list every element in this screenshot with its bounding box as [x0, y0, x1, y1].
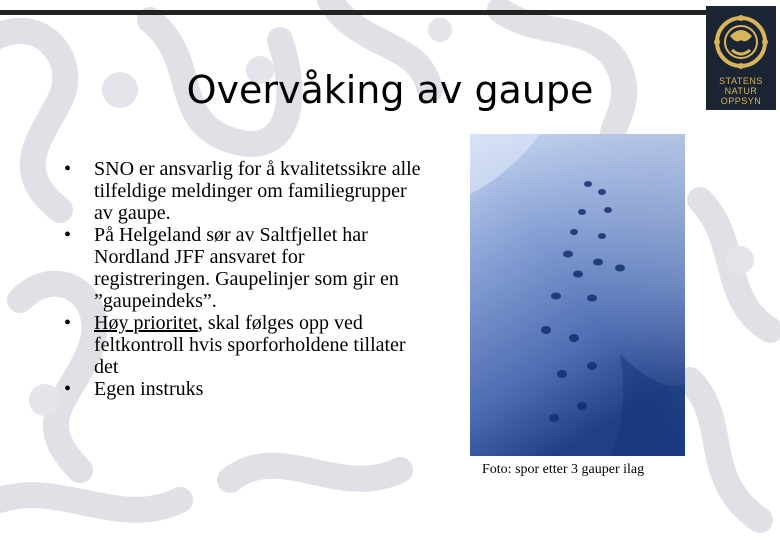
bullet-item-2 — [62, 224, 422, 312]
bullet-text: , skal følges opp ved feltkontroll hvis sporforholdene tillater det — [94, 312, 406, 378]
logo-line-1: STATENS — [719, 76, 763, 86]
bullet-dot: • — [64, 378, 72, 400]
bullet-item-3 — [62, 312, 422, 378]
bullet-item-4 — [62, 378, 422, 400]
logo-line-2: NATUR — [724, 86, 758, 96]
bullet-underlined-text: Høy prioritet — [94, 312, 198, 334]
bullet-list — [62, 158, 422, 400]
slide-title: Overvåking av gaupe — [186, 68, 594, 112]
bullet-text: På Helgeland sør av Saltfjellet har Nordland JFF ansvaret for registreringen. Gaupelinjer som gir en ”gaupeindeks”. — [94, 224, 399, 312]
bullet-dot: • — [64, 158, 72, 180]
photo-caption: Foto: spor etter 3 gauper ilag — [482, 462, 645, 477]
bullet-dot: • — [64, 312, 72, 334]
bullet-text: SNO er ansvarlig for å kvalitetssikre alle tilfeldige meldinger om familiegrupper av gaupe. — [94, 158, 421, 224]
bullet-item-1 — [62, 158, 422, 224]
statens-naturoppsyn-logo — [706, 6, 776, 110]
lynx-tracks-photo — [470, 134, 685, 456]
header-rule — [0, 10, 706, 15]
bullet-text: Egen instruks — [94, 378, 204, 400]
logo-line-3: OPPSYN — [720, 96, 762, 106]
bullet-dot: • — [64, 224, 72, 246]
logo-emblem-icon — [706, 10, 776, 74]
